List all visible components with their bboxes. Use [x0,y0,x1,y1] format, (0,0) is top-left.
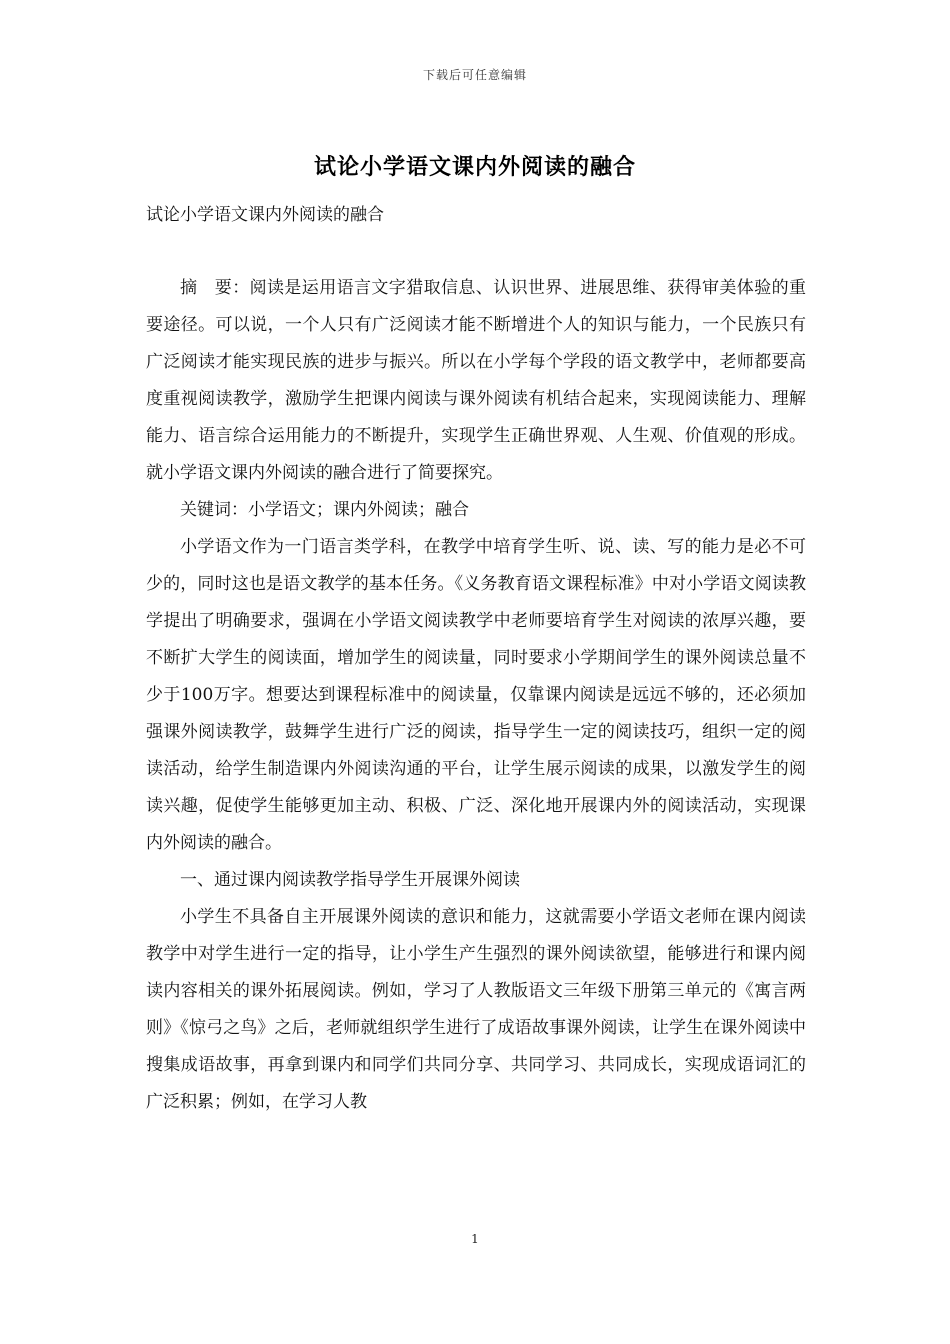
page-number: 1 [471,1232,479,1246]
section-heading: 一、通过课内阅读教学指导学生开展课外阅读 [180,870,520,890]
document-title: 试论小学语文课内外阅读的融合 [313,154,636,180]
document-body [146,270,806,1121]
keywords-paragraph: 关键词：小学语文；课内外阅读；融合 [180,500,469,520]
header-note: 下载后可任意编辑 [422,68,527,82]
document-subtitle: 试论小学语文课内外阅读的融合 [146,205,384,225]
body-paragraph: 小学语文作为一门语言类学科，在教学中培育学生听、说、读、写的能力是必不可少的，同时这也是语文教学的基本任务。《义务教育语文课程标准》中对小学语文阅读教学提出了明确要求，强调在小学语文阅读教学中老师要培育学生对阅读的浓厚兴趣，要不断扩大学生的阅读面，增加学生的阅读量，同时要求小学期间学生的课外阅读总量不少于100万字。想要达到课程标准中的阅读量，仅靠课内阅读是远远不够的，还必须加强课外阅读教学，鼓舞学生进行广泛的阅读，指导学生一定的阅读技巧，组织一定的阅读活动，给学生制造课内外阅读沟通的平台，让学生展示阅读的成果，以激发学生的阅读兴趣，促使学生能够更加主动、积极、广泛、深化地开展课内外的阅读活动，实现课内外阅读的融合。 [146,537,806,853]
body-paragraph: 小学生不具备自主开展课外阅读的意识和能力，这就需要小学语文老师在课内阅读教学中对学生进行一定的指导，让小学生产生强烈的课外阅读欲望，能够进行和课内阅读内容相关的课外拓展阅读。例如，学习了人教版语文三年级下册第三单元的《寓言两则》《惊弓之鸟》之后，老师就组织学生进行了成语故事课外阅读，让学生在课外阅读中搜集成语故事，再拿到课内和同学们共同分享、共同学习、共同成长，实现成语词汇的广泛积累；例如，在学习人教 [146,907,806,1112]
abstract-paragraph: 摘 要：阅读是运用语言文字猎取信息、认识世界、进展思维、获得审美体验的重要途径。可以说，一个人只有广泛阅读才能不断增进个人的知识与能力，一个民族只有广泛阅读才能实现民族的进步与振兴。所以在小学每个学段的语文教学中，老师都要高度重视阅读教学，激励学生把课内阅读与课外阅读有机结合起来，实现阅读能力、理解能力、语言综合运用能力的不断提升，实现学生正确世界观、人生观、价值观的形成。就小学语文课内外阅读的融合进行了简要探究。 [146,278,806,483]
